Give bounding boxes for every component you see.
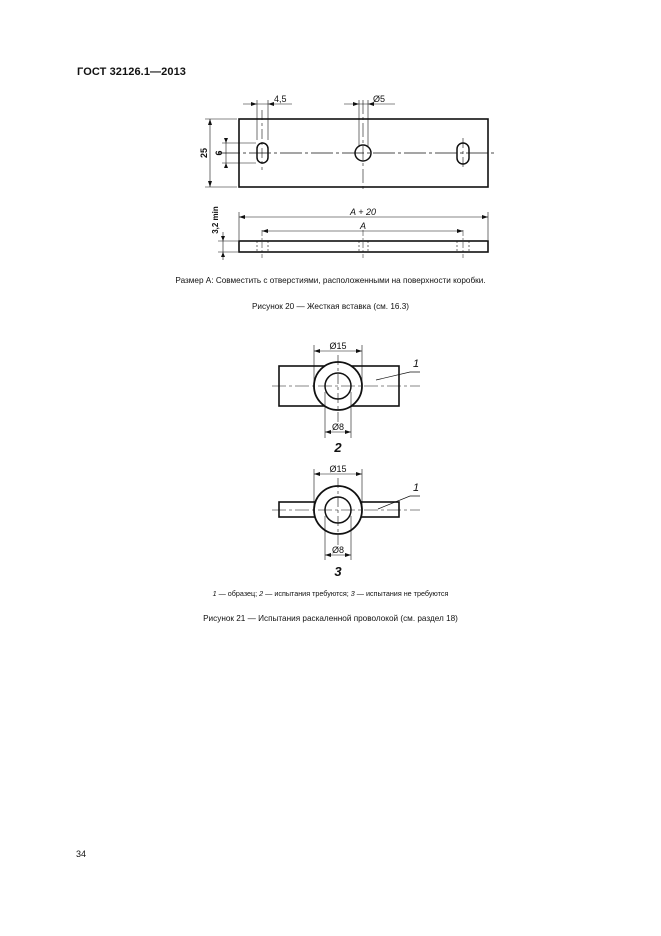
variant-label-3: 3 [334, 564, 342, 579]
dim-6: 6 [214, 150, 224, 156]
dim-25: 25 [199, 147, 209, 159]
insert-plate-side-view [239, 241, 488, 252]
dim-a: A [359, 221, 367, 231]
callout-1-bottom: 1 [413, 482, 420, 494]
document-header: ГОСТ 32126.1—2013 [77, 66, 187, 78]
figure-20-caption: Рисунок 20 — Жесткая вставка (см. 16.3) [251, 302, 410, 311]
dim-diameter-15-top: Ø15 [329, 341, 347, 351]
figure-21-legend: 1 — образец; 2 — испытания требуются; 3 — испытания не требуются [212, 589, 449, 598]
figure-20-note: Размер А: Совместить с отверстиями, расположенными на поверхности коробки. [175, 276, 486, 285]
dim-4-5: 4,5 [274, 94, 287, 104]
dim-diameter-5: Ø5 [373, 94, 386, 104]
figure-21-caption: Рисунок 21 — Испытания раскаленной проволокой (см. раздел 18) [203, 614, 458, 623]
dim-3-2-min: 3,2 min [211, 206, 220, 234]
figure-21-drawing [0, 330, 661, 585]
dim-diameter-8-bottom: Ø8 [331, 545, 345, 555]
variant-label-2: 2 [334, 440, 342, 455]
dim-diameter-8-top: Ø8 [331, 422, 345, 432]
dim-diameter-15-bottom: Ø15 [329, 464, 347, 474]
page-number: 34 [76, 849, 87, 859]
dim-a-plus-20: A + 20 [350, 207, 376, 217]
figure-20-drawing [0, 0, 661, 270]
callout-1-top: 1 [413, 358, 420, 370]
